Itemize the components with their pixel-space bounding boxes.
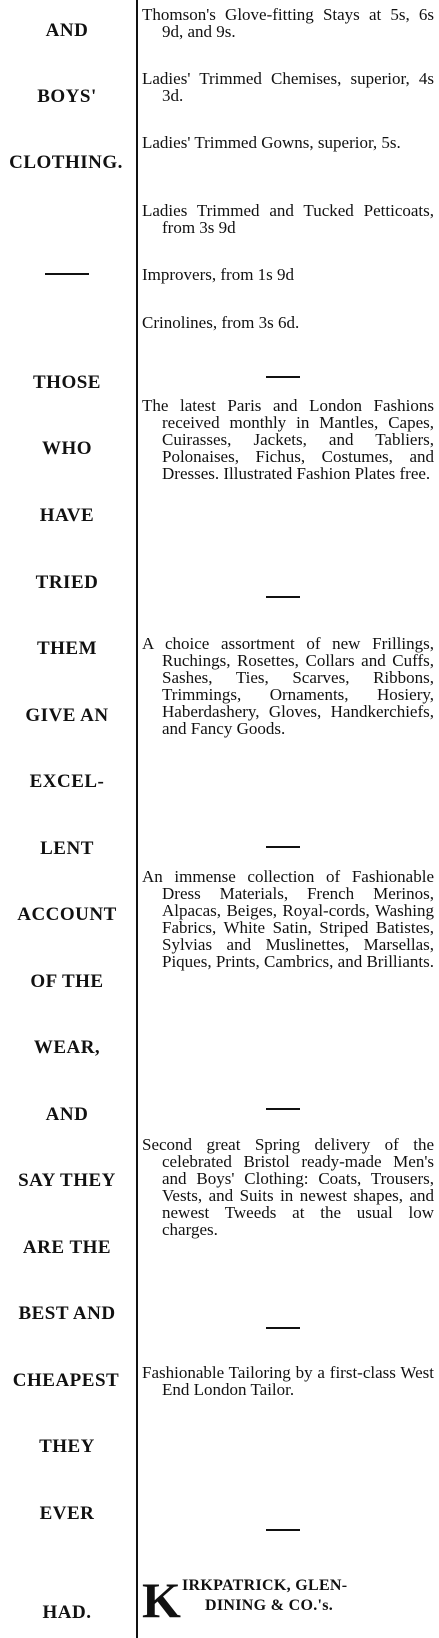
left-word: GIVE AN [25, 705, 109, 726]
left-word-dash [45, 273, 89, 275]
ad-item-frillings: A choice assortment of new Frillings, Ruchings, Rosettes, Collars and Cuffs, Sashes, Ties, Scarves, Ribbons, Trimmings, Ornaments, Hosiery, Haberdashery, Gloves, Handkerchiefs, and Fancy Goods. [142, 634, 434, 738]
left-word: HAVE [39, 505, 95, 526]
ad-item-stays: Thomson's Glove-fitting Stays at 5s, 6s 9d, and 9s. [142, 5, 434, 41]
left-word: EXCEL- [29, 771, 105, 792]
left-word: BOYS' [37, 86, 97, 107]
left-word: THEY [39, 1436, 95, 1457]
left-word: ACCOUNT [17, 904, 117, 925]
left-word: AND [45, 20, 89, 41]
section-dash [266, 1108, 300, 1110]
left-word: OF THE [30, 971, 104, 992]
signature-initial: K [142, 1572, 181, 1628]
signature-line-1: IRKPATRICK, GLEN- [182, 1577, 348, 1594]
ad-item-tailoring: Fashionable Tailoring by a first-class West End London Tailor. [142, 1363, 434, 1399]
advertiser-signature [142, 1572, 434, 1628]
section-dash [266, 596, 300, 598]
left-word: THOSE [33, 372, 101, 393]
left-word: LENT [40, 838, 94, 859]
ad-item-spring: Second great Spring delivery of the celebrated Bristol ready-made Men's and Boys' Clothing: Coats, Trousers, Vests, and Suits in newest shapes, and newest Tweeds at the usual low charges. [142, 1135, 434, 1239]
ad-item-fashions: The latest Paris and London Fashions received monthly in Mantles, Capes, Cuirasses, Jackets, and Tabliers, Polonaises, Fichus, Costumes, and Dresses. Illustrated Fashion Plates free. [142, 396, 434, 483]
left-word: BEST AND [18, 1303, 116, 1324]
ad-item-crinolines: Crinolines, from 3s 6d. [142, 313, 300, 332]
left-word: EVER [39, 1503, 95, 1524]
ad-item-improvers: Improvers, from 1s 9d [142, 265, 295, 284]
left-word: SAY THEY [18, 1170, 116, 1191]
column-rule [136, 0, 138, 1638]
ad-item-gowns: Ladies' Trimmed Gowns, superior, 5s. [142, 133, 401, 152]
left-word: ARE THE [22, 1237, 112, 1258]
section-dash [266, 1529, 300, 1531]
ad-item-materials: An immense collection of Fashionable Dress Materials, French Merinos, Alpacas, Beiges, Royal-cords, Washing Fabrics, White Satin, Striped Batistes, Sylvias and Muslinettes, Marsellas, Piques, Prints, Cambrics, and Brilliants. [142, 867, 434, 971]
section-dash [266, 1327, 300, 1329]
left-word: CHEAPEST [12, 1370, 120, 1391]
ad-item-petticoats: Ladies Trimmed and Tucked Petticoats, from 3s 9d [142, 201, 434, 237]
left-word: HAD. [42, 1602, 92, 1623]
left-word: WHO [41, 438, 93, 459]
left-word: WEAR, [33, 1037, 101, 1058]
section-dash [266, 846, 300, 848]
section-dash [266, 376, 300, 378]
left-word: AND [45, 1104, 89, 1125]
signature-line-2: DINING & CO.'s. [205, 1597, 334, 1614]
left-word: TRIED [35, 572, 99, 593]
ad-item-chemises: Ladies' Trimmed Chemises, superior, 4s 3d. [142, 69, 434, 105]
left-word: CLOTHING. [9, 152, 123, 173]
left-word: THEM [36, 638, 98, 659]
